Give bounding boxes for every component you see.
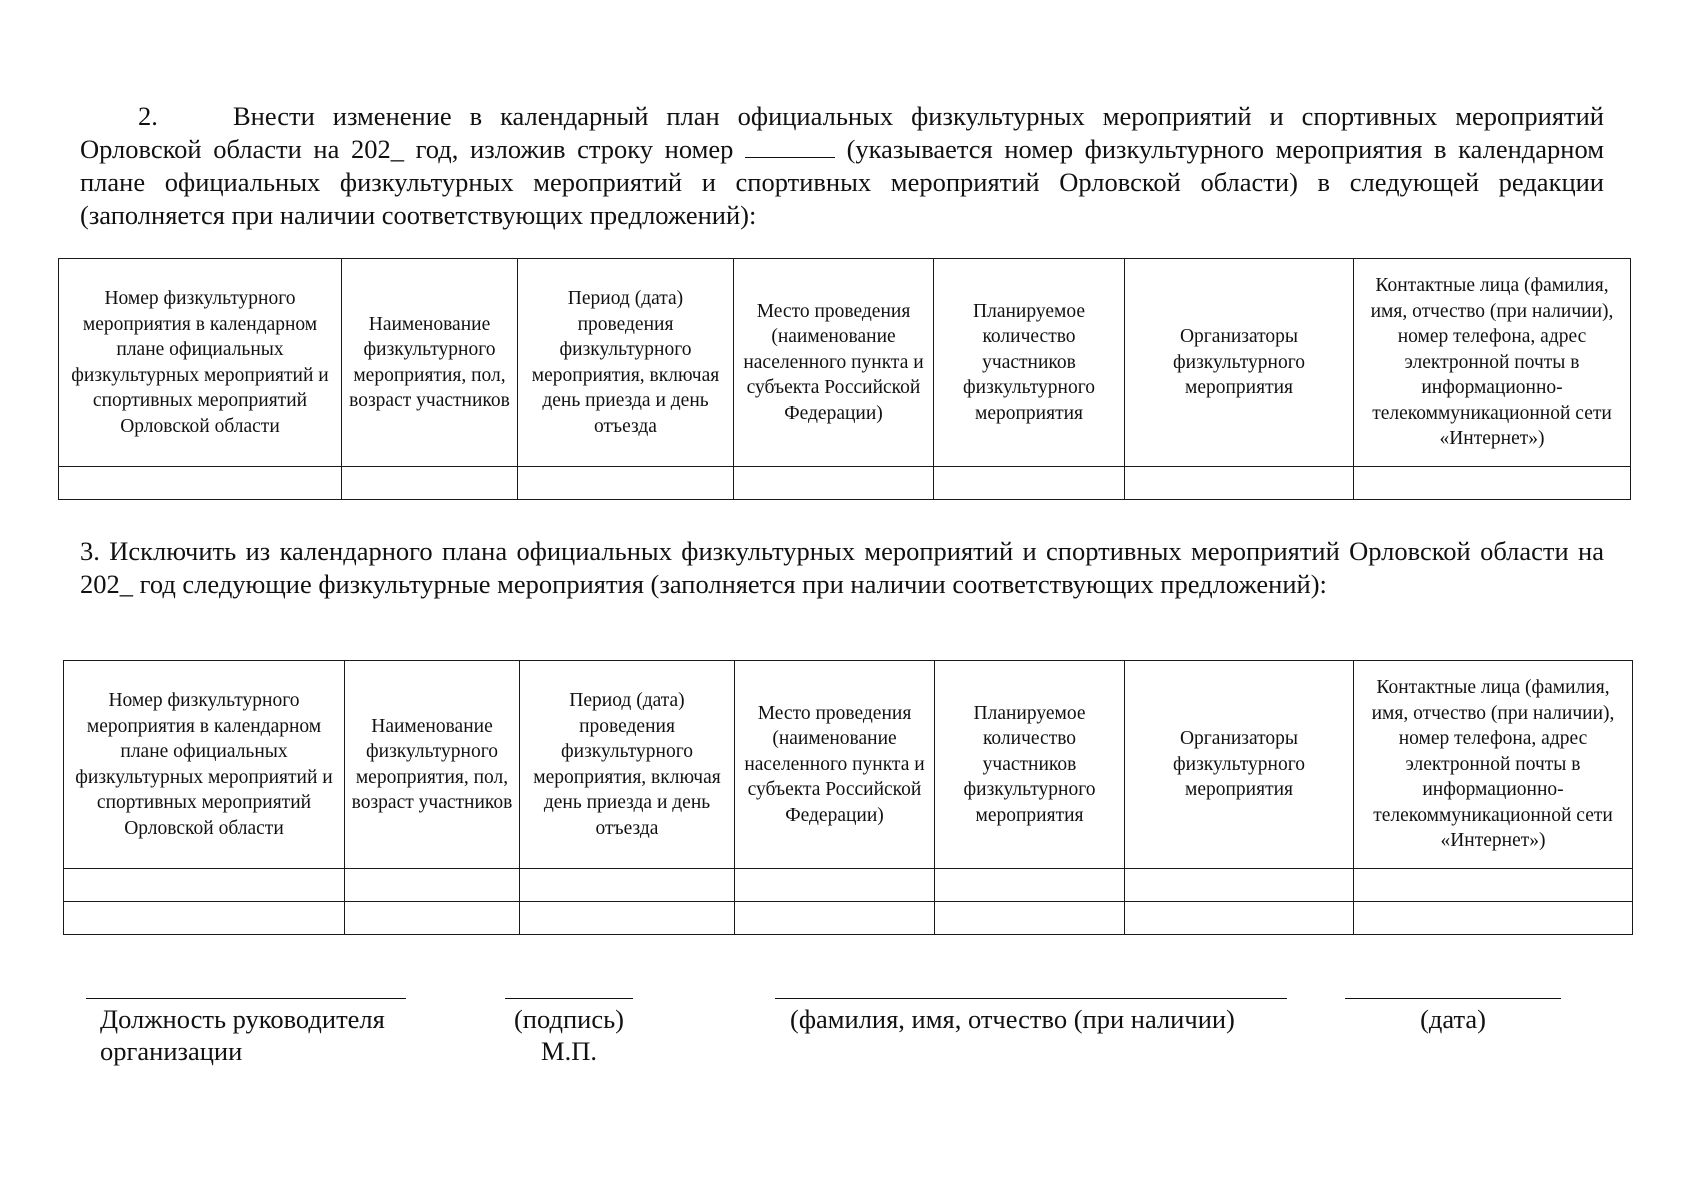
table-cell[interactable] — [1125, 467, 1354, 500]
table-cell[interactable] — [934, 467, 1125, 500]
table-cell[interactable] — [64, 869, 345, 902]
table-cell[interactable] — [735, 869, 935, 902]
table-cell[interactable] — [935, 902, 1125, 935]
row-number-blank[interactable] — [745, 135, 835, 158]
table-cell[interactable] — [1354, 467, 1631, 500]
header-event-period: Период (дата) проведения физкультурного мероприятия, включая день приезда и день отъезда — [520, 661, 735, 869]
header-event-number: Номер физкультурного мероприятия в календарном плане официальных физкультурных мероприятий и спортивных мероприятий Орловской области — [64, 661, 345, 869]
table-cell[interactable] — [1354, 869, 1633, 902]
table-header-row — [59, 259, 1631, 467]
header-event-number: Номер физкультурного мероприятия в календарном плане официальных физкультурных мероприятий и спортивных мероприятий Орловской области — [59, 259, 342, 467]
table-cell[interactable] — [935, 869, 1125, 902]
table-cell[interactable] — [342, 467, 518, 500]
header-event-name: Наименование физкультурного мероприятия, пол, возраст участников — [342, 259, 518, 467]
section-2-text-continued: (указывается номер физкультурного мероприятия в календарном плане официальных физкультурных мероприятий и спортивных мероприятий Орловской области) в следующей редакции (заполняется при наличии соответствующих предложений): — [80, 134, 1604, 230]
section-2-paragraph — [80, 100, 1604, 232]
table-cell[interactable] — [1125, 902, 1354, 935]
stamp-label: М.П. — [541, 1036, 597, 1066]
header-planned-participants: Планируемое количество участников физкультурного мероприятия — [934, 259, 1125, 467]
table-cell[interactable] — [345, 869, 520, 902]
table-row — [59, 467, 1631, 500]
section-3-paragraph: 3. Исключить из календарного плана официальных физкультурных мероприятий и спортивных мероприятий Орловской области на 202_ год следующие физкультурные мероприятия (заполняется при наличии соответствующих предложений): — [80, 536, 1604, 599]
exclusion-table — [63, 660, 1633, 935]
table-cell[interactable] — [1354, 902, 1633, 935]
section-2-number: 2. — [138, 101, 158, 131]
header-organizers: Организаторы физкультурного мероприятия — [1125, 661, 1354, 869]
full-name-signature-line[interactable] — [775, 998, 1287, 999]
table-cell[interactable] — [64, 902, 345, 935]
header-event-name: Наименование физкультурного мероприятия, пол, возраст участников — [345, 661, 520, 869]
table-row — [64, 902, 1633, 935]
date-signature-line[interactable] — [1345, 998, 1561, 999]
header-event-period: Период (дата) проведения физкультурного мероприятия, включая день приезда и день отъезда — [518, 259, 734, 467]
table-cell[interactable] — [1125, 869, 1354, 902]
header-event-location: Место проведения (наименование населенного пункта и субъекта Российской Федерации) — [734, 259, 934, 467]
signature-line[interactable] — [505, 998, 633, 999]
table-cell[interactable] — [518, 467, 734, 500]
table-header-row — [64, 661, 1633, 869]
date-label: (дата) — [1420, 1004, 1486, 1034]
amendment-table — [58, 258, 1631, 500]
table-cell[interactable] — [734, 467, 934, 500]
header-planned-participants: Планируемое количество участников физкультурного мероприятия — [935, 661, 1125, 869]
table-cell[interactable] — [520, 869, 735, 902]
table-cell[interactable] — [345, 902, 520, 935]
table-cell[interactable] — [520, 902, 735, 935]
header-contact-persons: Контактные лица (фамилия, имя, отчество (при наличии), номер телефона, адрес электронной почты в информационно-телекоммуникационной сети «Интернет») — [1354, 259, 1631, 467]
header-contact-persons: Контактные лица (фамилия, имя, отчество (при наличии), номер телефона, адрес электронной почты в информационно-телекоммуникационной сети «Интернет») — [1354, 661, 1633, 869]
table-cell[interactable] — [735, 902, 935, 935]
position-label: Должность руководителя организации — [100, 1004, 385, 1066]
table-cell[interactable] — [59, 467, 342, 500]
full-name-label: (фамилия, имя, отчество (при наличии) — [790, 1004, 1235, 1034]
signature-label: (подпись) — [513, 1004, 624, 1034]
section-2-text: Внести изменение в календарный план официальных физкультурных мероприятий и спортивных мероприятий Орловской области на 202_ год, изложив строку номер — [80, 101, 1604, 164]
table-row — [64, 869, 1633, 902]
header-organizers: Организаторы физкультурного мероприятия — [1125, 259, 1354, 467]
position-signature-line[interactable] — [86, 998, 406, 999]
header-event-location: Место проведения (наименование населенного пункта и субъекта Российской Федерации) — [735, 661, 935, 869]
